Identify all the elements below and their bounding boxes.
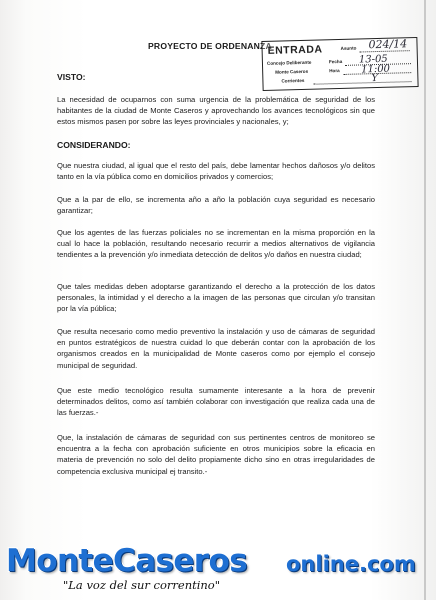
stamp-asunto-value: 024/14 bbox=[368, 37, 408, 52]
stamp-corrientes-label: Corrientes bbox=[281, 77, 305, 84]
stamp-asunto-label: Asunto bbox=[340, 45, 357, 51]
considerando-paragraph-3: Que los agentes de las fuerzas policiales no se incrementan en la misma proporción en la cual lo hace la población, resultando necesario recurrir a medios alternativos de vigilancia tendientes a la prevención y/o inmediata detección de delitos y/o daños en nuestra ciudad; bbox=[57, 228, 375, 260]
considerando-paragraph-2: Que a la par de ello, se incrementa año a año la población cuya seguridad es necesario garantizar; bbox=[57, 195, 375, 216]
site-watermark-banner bbox=[0, 543, 436, 600]
watermark-brand: MonteCaseros bbox=[6, 543, 248, 579]
watermark-slogan: "La voz del sur correntino" bbox=[63, 578, 221, 592]
stamp-hora-value: 11:00 bbox=[361, 63, 391, 76]
considerando-heading: CONSIDERANDO: bbox=[57, 140, 131, 150]
document-title: PROYECTO DE ORDENANZA bbox=[148, 41, 272, 51]
visto-paragraph: La necesidad de ocuparnos con suma urgencia de la problemática de seguridad de los habitantes de la ciudad de Monte Caseros y aprovechando los avances tecnológicos sin que estos mismos pasen por sobre las leyes provinciales y nacionales, y; bbox=[57, 95, 375, 127]
considerando-paragraph-5: Que resulta necesario como medio preventivo la instalación y uso de cámaras de seguridad en puntos estratégicos de nuestra cuidad lo que deberán contar con la aprobación de los organismos creados en la municipalidad de Monte caseros como por ejemplo el consejo municipal de seguridad. bbox=[57, 327, 375, 370]
stamp-fecha-value: 13-05 bbox=[358, 53, 388, 66]
stamp-fecha-label: Fecha bbox=[328, 58, 343, 65]
stamp-monte-caseros-label: Monte Caseros bbox=[275, 68, 309, 75]
watermark-brand-suffix: online.com bbox=[286, 552, 416, 576]
considerando-paragraph-7: Que, la instalación de cámaras de seguridad con sus pertinentes centros de monitoreo se encuentra a la fecha con aprobación suficiente en otros municipios sobre la eficacia en materia de prevención no solo del delito propiamente dicho sino en otras irregularidades de competencia exclusiva municipal ej transito.- bbox=[57, 433, 375, 476]
stamp-signature: Y bbox=[371, 73, 379, 85]
stamp-concejo-label: Concejo Deliberante bbox=[266, 59, 312, 66]
visto-heading: VISTO: bbox=[57, 72, 86, 82]
considerando-paragraph-1: Que nuestra ciudad, al igual que el resto del país, debe lamentar hechos dañosos y/o delitos tanto en la vía pública como en domicilios privados y comercios; bbox=[57, 161, 375, 182]
entry-stamp bbox=[261, 37, 418, 91]
stamp-hora-label: Hora bbox=[329, 68, 340, 74]
stamp-heading: ENTRADA bbox=[267, 43, 323, 57]
stamp-line bbox=[314, 81, 412, 85]
page-edge bbox=[424, 0, 426, 600]
considerando-paragraph-4: Que tales medidas deben adoptarse garantizando el derecho a la protección de los datos personales, la intimidad y el derecho a la imagen de las personas que circulan y/o transitan por la vía pública; bbox=[57, 282, 375, 314]
considerando-paragraph-6: Que este medio tecnológico resulta sumamente interesante a la hora de prevenir determinados delitos, como así también colaborar con investigación que realiza cada una de las fuerzas.- bbox=[57, 386, 375, 418]
